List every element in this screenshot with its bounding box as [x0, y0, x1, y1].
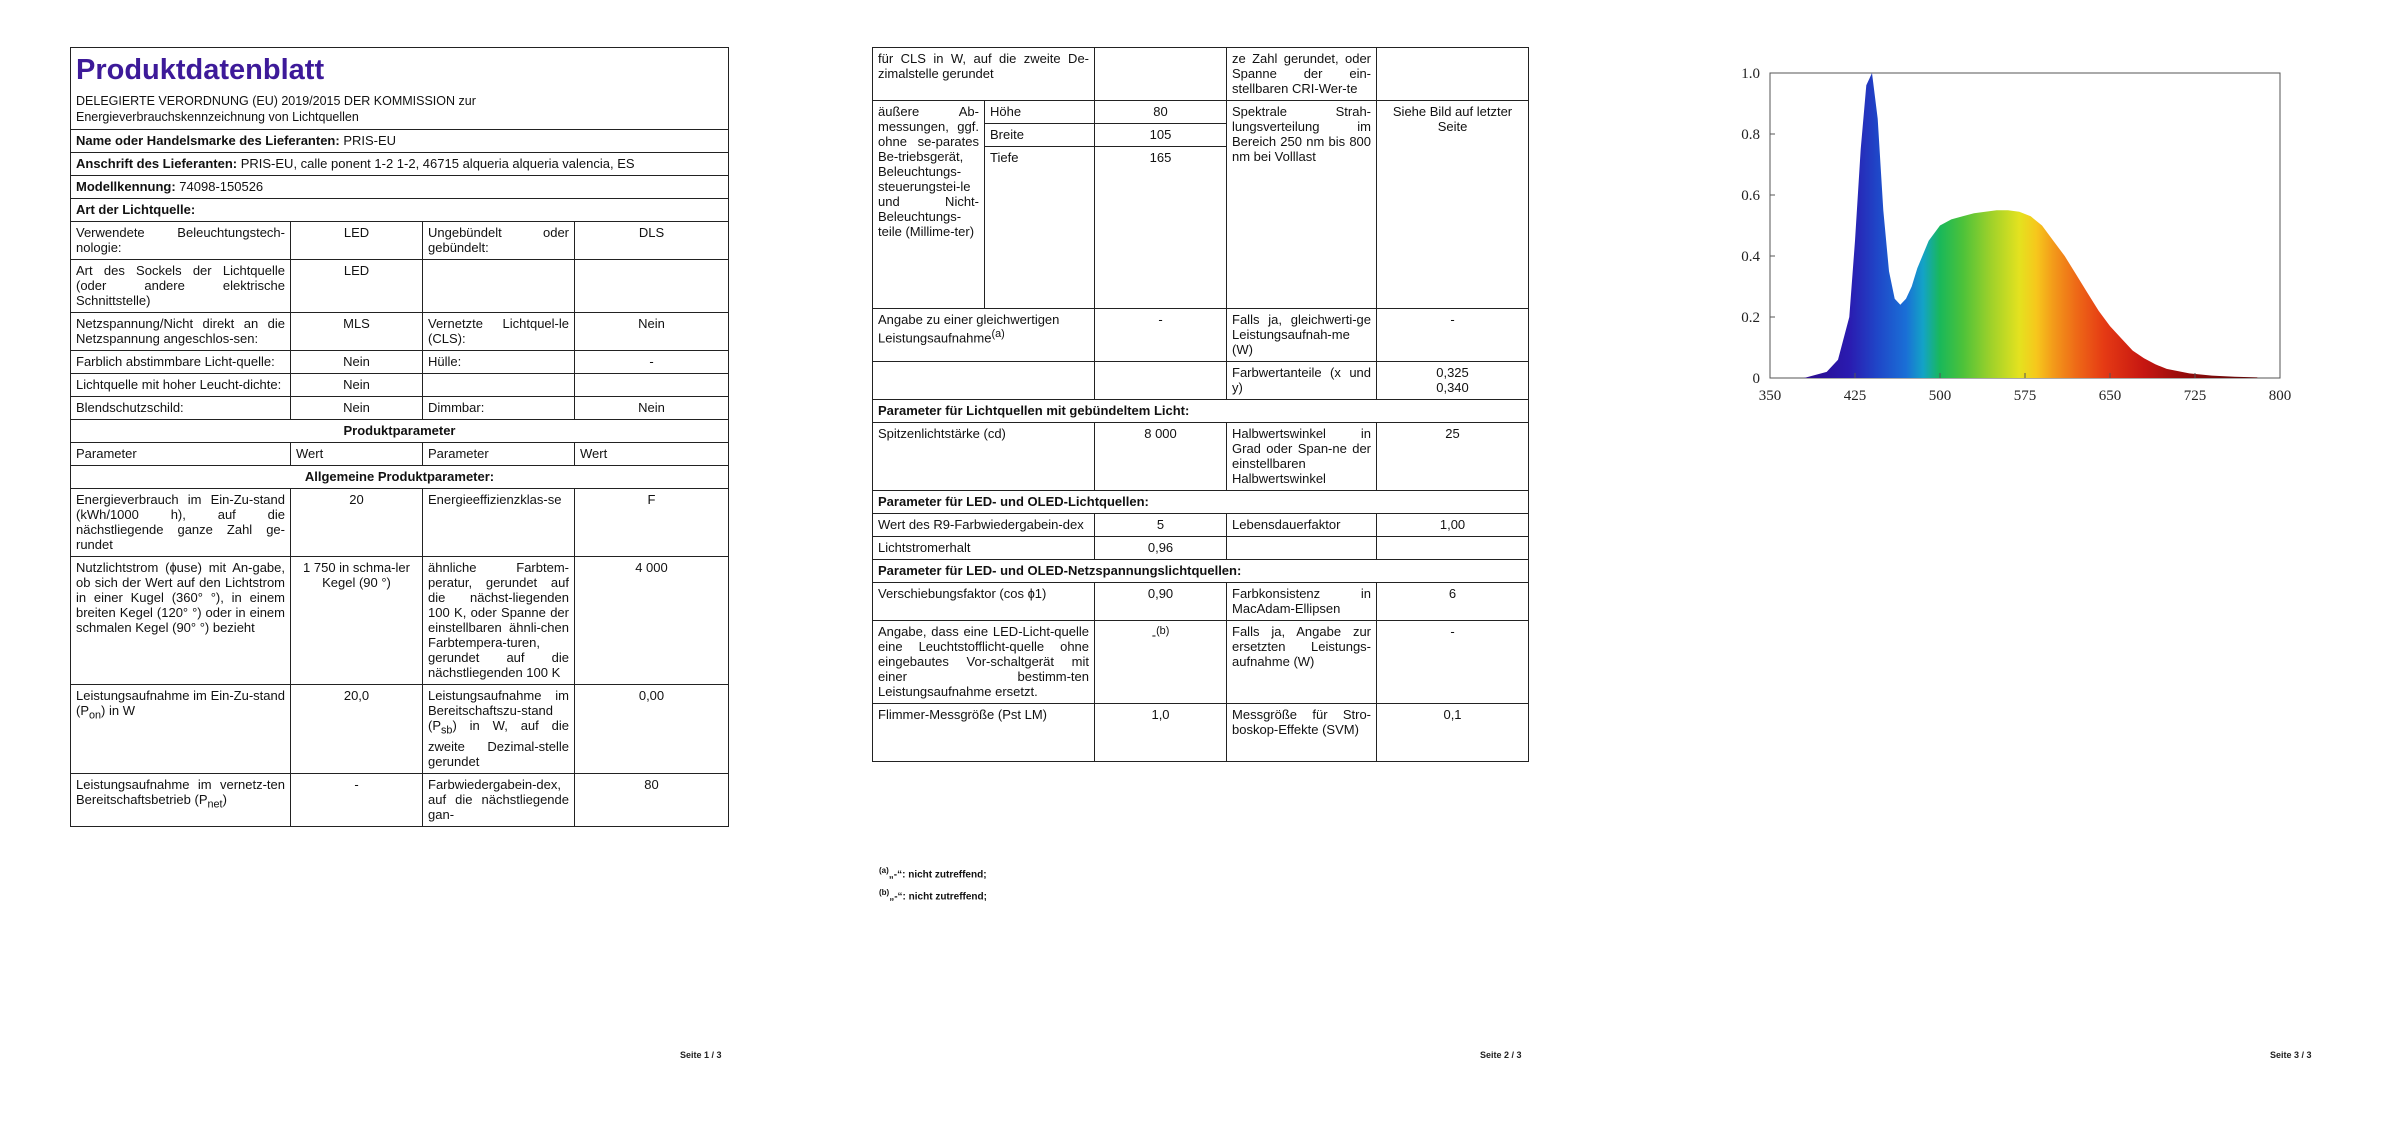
x-tick-label: 725 — [2183, 388, 2207, 404]
flux-value: 1 750 in schma-ler Kegel (90 °) — [291, 557, 423, 685]
title-cell — [71, 48, 729, 130]
net-standby-tail: ) — [222, 791, 227, 807]
power-on-value: 20,0 — [291, 685, 423, 774]
colour-consistency-label: Farbkonsistenz in MacAdam-Ellipsen — [1227, 583, 1377, 621]
power-on-text: Leistungsaufnahme im Ein-Zu-stand (P — [76, 688, 285, 718]
flicker-value: 1,0 — [1095, 704, 1227, 762]
chromaticity-label: Farbwertanteile (x und y) — [1227, 362, 1377, 400]
equiv-power-value: - — [1377, 309, 1529, 362]
tech-value: LED — [291, 222, 423, 260]
supplier-name-row — [71, 130, 729, 153]
col-header-value: Wert — [575, 443, 729, 466]
displacement-factor-label: Verschiebungsfaktor (cos ɸ1) — [873, 583, 1095, 621]
connected-label: Vernetzte Lichtquel-le (CLS): — [423, 313, 575, 351]
standby-subscript: sb — [441, 724, 453, 737]
flux-label: Nutzlichtstrom (ɸuse) mit An-gabe, ob sich der Wert auf den Lichtstrom in einer Kugel (360° °), in einem breiten Kegel (120° °) oder in einem schmalen Kegel (90° °) bezieht — [71, 557, 291, 685]
power-on-tail: ) in W — [101, 703, 135, 718]
tunable-label: Farblich abstimmbare Licht-quelle: — [71, 351, 291, 374]
page-3 — [1580, 0, 2382, 1123]
net-standby-value: - — [291, 773, 423, 826]
spectral-value: Siehe Bild auf letzter Seite — [1377, 101, 1529, 309]
x-tick-label: 500 — [1928, 388, 1952, 404]
high-luminance-label: Lichtquelle mit hoher Leucht-dichte: — [71, 374, 291, 397]
energy-class-label: Energieeffizienzklas-se — [423, 489, 575, 557]
r9-value: 5 — [1095, 514, 1227, 537]
cct-label: ähnliche Farbtem-peratur, gerundet auf die nächst-liegenden 100 K, oder Spanne der einstellbaren ähnli-chen Farbtempera-turen, gerundet auf die nächstliegenden 100 K — [423, 557, 575, 685]
equivalent-power-claim — [873, 309, 1095, 362]
net-standby-text: Leistungsaufnahme im vernetz-ten Bereitschaftsbetrieb (P — [76, 776, 285, 807]
equiv-power-label: Falls ja, gleichwerti-ge Leistungsaufnah-me (W) — [1227, 309, 1377, 362]
light-source-type-header: Art der Lichtquelle: — [71, 199, 729, 222]
y-tick-label: 0.2 — [1741, 310, 1760, 326]
empty-cell — [423, 374, 575, 397]
supplier-name: PRIS-EU — [343, 133, 397, 148]
y-tick-label: 0.6 — [1741, 188, 1760, 204]
depth-value: 165 — [1095, 147, 1227, 309]
dimmable-label: Dimmbar: — [423, 397, 575, 420]
connected-value: Nein — [575, 313, 729, 351]
spectrum-area — [1804, 73, 2257, 378]
footnote-b — [879, 888, 987, 902]
empty-cell — [575, 374, 729, 397]
footnote-ref-b: (b) — [1156, 625, 1170, 637]
supplier-address: PRIS-EU, calle ponent 1-2 1-2, 46715 alqueria alqueria valencia, ES — [240, 156, 635, 171]
page-1 — [0, 0, 780, 1123]
page-title: Produktdatenblatt — [76, 54, 325, 86]
high-luminance-value: Nein — [291, 374, 423, 397]
net-standby-label — [71, 773, 291, 826]
cls-standby-continuation: für CLS in W, auf die zweite De-zimalstelle gerundet — [873, 48, 1095, 101]
width-label: Breite — [985, 124, 1095, 147]
empty-cell — [1377, 48, 1529, 101]
page-number: Seite 2 / 3 — [1480, 1050, 1522, 1060]
depth-label: Tiefe — [985, 147, 1095, 309]
chroma-x: 0,325 — [1436, 365, 1469, 380]
col-header-param: Parameter — [71, 443, 291, 466]
footnote-b-mark: (b) — [879, 888, 890, 897]
regulation-line-2: Energieverbrauchskennzeichnung von Lichtquellen — [76, 110, 359, 124]
mains-led-header: Parameter für LED- und OLED-Netzspannungslichtquellen: — [873, 560, 1529, 583]
page-2 — [780, 0, 1580, 1123]
retrofit-dash: - — [1151, 627, 1157, 643]
supplier-name-label: Name oder Handelsmarke des Lieferanten: — [76, 133, 340, 148]
colour-consistency-value: 6 — [1377, 583, 1529, 621]
footnote-ref-a: (a) — [991, 328, 1005, 340]
footnote-a-mark: (a) — [879, 866, 889, 875]
model-row — [71, 176, 729, 199]
col-header-value: Wert — [291, 443, 423, 466]
flicker-label: Flimmer-Messgröße (Pst LM) — [873, 704, 1095, 762]
tech-label: Verwendete Beleuchtungstech-nologie: — [71, 222, 291, 260]
footnote-a-text: „-“: nicht zutreffend; — [888, 869, 987, 881]
x-tick-label: 575 — [2013, 388, 2037, 404]
height-value: 80 — [1095, 101, 1227, 124]
col-header-param: Parameter — [423, 443, 575, 466]
power-on-label — [71, 685, 291, 774]
dimensions-label: äußere Ab-messungen, ggf. ohne se-parates Be-triebsgerät, Beleuchtungs-steuerungstei-le und Nicht-Beleuchtungs-teile (Millime-ter) — [873, 101, 985, 309]
x-tick-label: 350 — [1758, 388, 1782, 404]
displacement-factor-value: 0,90 — [1095, 583, 1227, 621]
led-params-header: Parameter für LED- und OLED-Lichtquellen: — [873, 491, 1529, 514]
y-tick-label: 0.8 — [1741, 127, 1760, 143]
survival-factor-value: 1,00 — [1377, 514, 1529, 537]
glare-value: Nein — [291, 397, 423, 420]
empty-cell — [575, 260, 729, 313]
datasheet-table-part2 — [872, 47, 1529, 762]
model-id: 74098-150526 — [179, 179, 264, 194]
replaced-power-value: - — [1377, 621, 1529, 704]
supplier-address-row — [71, 153, 729, 176]
energy-label: Energieverbrauch im Ein-Zu-stand (kWh/1000 h), auf die nächstliegende ganze Zahl ge-rundet — [71, 489, 291, 557]
lumen-maintenance-value: 0,96 — [1095, 537, 1227, 560]
empty-cell — [1095, 362, 1227, 400]
general-params-header: Allgemeine Produktparameter: — [71, 466, 729, 489]
power-on-subscript: on — [89, 709, 102, 722]
empty-cell — [1377, 537, 1529, 560]
empty-cell — [423, 260, 575, 313]
mains-value: MLS — [291, 313, 423, 351]
bundled-label: Ungebündelt oder gebündelt: — [423, 222, 575, 260]
address-label: Anschrift des Lieferanten: — [76, 156, 238, 171]
empty-cell — [873, 362, 1095, 400]
stroboscopic-label: Messgröße für Stro-boskop-Effekte (SVM) — [1227, 704, 1377, 762]
datasheet-table-part1 — [70, 47, 729, 827]
page-number: Seite 1 / 3 — [680, 1050, 722, 1060]
cri-value: 80 — [575, 773, 729, 826]
survival-factor-label: Lebensdauerfaktor — [1227, 514, 1377, 537]
empty-cell — [1095, 48, 1227, 101]
glare-label: Blendschutzschild: — [71, 397, 291, 420]
page-number: Seite 3 / 3 — [2270, 1050, 2312, 1060]
footnote-b-text: „-“: nicht zutreffend; — [889, 891, 987, 903]
net-standby-subscript: net — [207, 798, 223, 811]
standby-tail: ) in W, auf die zweite Dezimal-stelle gerundet — [428, 718, 569, 769]
x-tick-label: 800 — [2268, 388, 2292, 404]
tunable-value: Nein — [291, 351, 423, 374]
x-tick-label: 425 — [1843, 388, 1867, 404]
beam-angle-label: Halbwertswinkel in Grad oder Span-ne der einstellbaren Halbwertswinkel — [1227, 423, 1377, 491]
footnote-a — [879, 866, 987, 880]
bundled-value: DLS — [575, 222, 729, 260]
envelope-value: - — [575, 351, 729, 374]
cap-value: LED — [291, 260, 423, 313]
cri-label: Farbwiedergabein-dex, auf die nächstliegende gan- — [423, 773, 575, 826]
chroma-y: 0,340 — [1436, 380, 1469, 395]
height-label: Höhe — [985, 101, 1095, 124]
replaced-power-label: Falls ja, Angabe zur ersetzten Leistungs-aufnahme (W) — [1227, 621, 1377, 704]
equiv-value: - — [1095, 309, 1227, 362]
equiv-label: Angabe zu einer gleichwertigen Leistungsaufnahme — [878, 312, 1060, 346]
mains-label: Netzspannung/Nicht direkt an die Netzspannung angeschlos-sen: — [71, 313, 291, 351]
r9-label: Wert des R9-Farbwiedergabein-dex — [873, 514, 1095, 537]
product-params-header: Produktparameter — [71, 420, 729, 443]
standby-value: 0,00 — [575, 685, 729, 774]
standby-text: Leistungsaufnahme im Bereitschaftszu-stand (P — [428, 688, 569, 733]
retrofit-value — [1095, 621, 1227, 704]
y-tick-label: 0 — [1752, 371, 1760, 387]
spectral-label: Spektrale Strah-lungsverteilung im Bereich 250 nm bis 800 nm bei Volllast — [1227, 101, 1377, 309]
energy-class-value: F — [575, 489, 729, 557]
model-label: Modellkennung: — [76, 179, 176, 194]
empty-cell — [1227, 537, 1377, 560]
peak-intensity-value: 8 000 — [1095, 423, 1227, 491]
stroboscopic-value: 0,1 — [1377, 704, 1529, 762]
cct-value: 4 000 — [575, 557, 729, 685]
x-tick-label: 650 — [2098, 388, 2122, 404]
peak-intensity-label: Spitzenlichtstärke (cd) — [873, 423, 1095, 491]
beam-angle-value: 25 — [1377, 423, 1529, 491]
retrofit-label: Angabe, dass eine LED-Licht-quelle eine Leuchtstofflicht-quelle ohne eingebautes Vor-schaltgerät mit einer bestimm-ten Leistungsaufnahme ersetzt. — [873, 621, 1095, 704]
directional-header: Parameter für Lichtquellen mit gebündeltem Licht: — [873, 400, 1529, 423]
cri-continuation: ze Zahl gerundet, oder Spanne der ein-stellbaren CRI-Wer-te — [1227, 48, 1377, 101]
y-tick-label: 1.0 — [1741, 66, 1760, 82]
standby-label — [423, 685, 575, 774]
y-tick-label: 0.4 — [1741, 249, 1760, 265]
width-value: 105 — [1095, 124, 1227, 147]
dimmable-value: Nein — [575, 397, 729, 420]
regulation-line-1: DELEGIERTE VERORDNUNG (EU) 2019/2015 DER KOMMISSION zur — [76, 94, 476, 108]
energy-value: 20 — [291, 489, 423, 557]
cap-label: Art des Sockels der Lichtquelle (oder andere elektrische Schnittstelle) — [71, 260, 291, 313]
envelope-label: Hülle: — [423, 351, 575, 374]
lumen-maintenance-label: Lichtstromerhalt — [873, 537, 1095, 560]
spectral-distribution-chart — [1720, 55, 2360, 425]
chromaticity-value — [1377, 362, 1529, 400]
